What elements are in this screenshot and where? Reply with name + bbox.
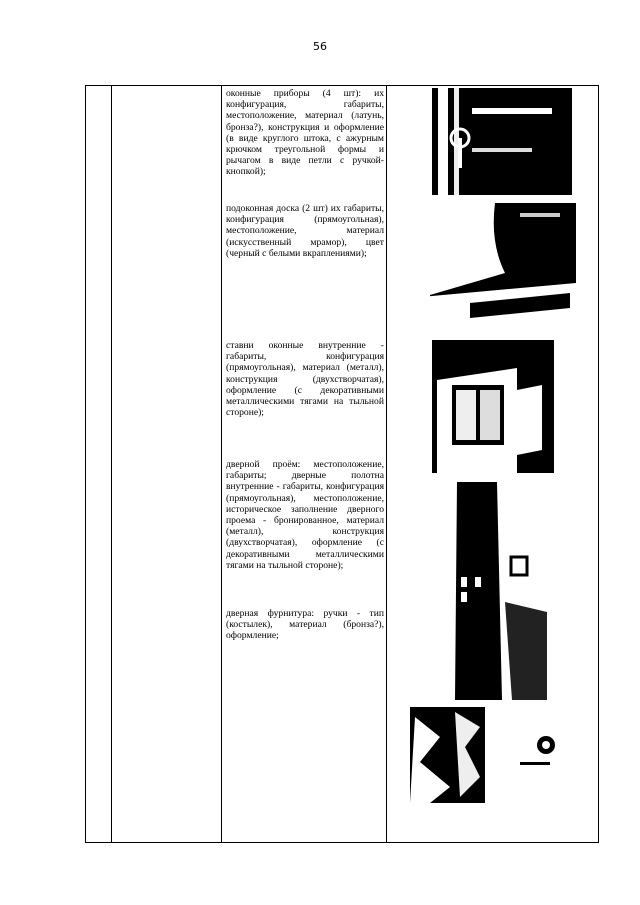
windowsill-photo <box>410 203 576 324</box>
column-divider-2 <box>221 86 222 842</box>
door-hardware-description: дверная фурнитура: ручки - тип (костылек), материал (бронза?), оформление; <box>226 608 384 642</box>
doorway-photo <box>427 482 549 700</box>
windowsill-description: подоконная доска (2 шт) их габариты, конфигурация (прямоугольная), местоположение, материал (искусственный мрамор), цвет (черный с белыми вкраплениями); <box>226 203 384 259</box>
window-shutters-photo <box>432 340 554 473</box>
column-divider-3 <box>386 86 387 842</box>
window-fittings-photo <box>432 88 572 195</box>
page-number: 56 <box>313 40 327 53</box>
doorway-description: дверной проём: местоположение, габариты; дверные полотна внутренние - габариты, конфигурация (прямоугольная), местоположение, историческое заполнение дверного проема - бронированное, материал (металл), конструкция (двухстворчатая), оформление (с декоративными металлическими тягами на тыльной стороне); <box>226 459 384 571</box>
window-shutters-description: ставни оконные внутренние - габариты, конфигурация (прямоугольная), материал (металл), конструкция (двухстворчатая), оформление (с декоративными металлическими тягами на тыльной стороне); <box>226 340 384 419</box>
window-fittings-description: оконные приборы (4 шт): их конфигурация, габариты, местоположение, материал (латунь, бронза?), конструкция и оформление (в виде круглого штока, с ажурным крючком треугольной формы и рычагом в виде петли с ручкой- кнопкой); <box>226 88 384 178</box>
door-hardware-photo <box>410 707 572 803</box>
column-divider-1 <box>111 86 112 842</box>
